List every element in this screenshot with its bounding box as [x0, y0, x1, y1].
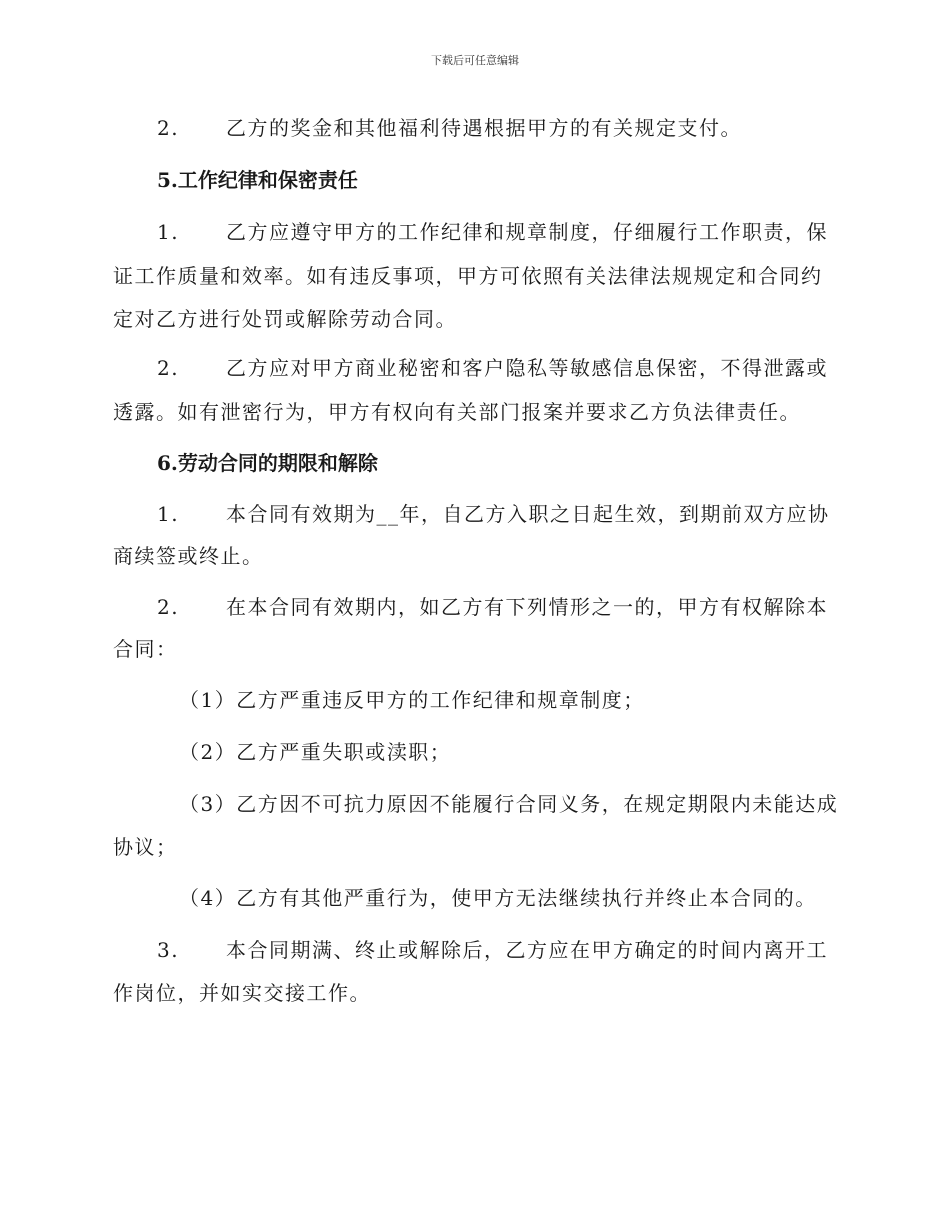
- paragraph-text: 证工作质量和效率。如有违反事项，甲方可依照有关法律法规规定和合同约: [113, 264, 823, 288]
- list-number: 2.: [157, 356, 180, 380]
- list-item: （1）乙方严重违反甲方的工作纪律和规章制度；: [179, 688, 645, 712]
- list-number: 3.: [157, 938, 180, 962]
- list-item-continuation: 协议；: [113, 835, 178, 859]
- list-number: 2.: [157, 116, 180, 140]
- list-item: （2）乙方严重失职或渎职；: [179, 740, 452, 764]
- paragraph-text: 乙方的奖金和其他福利待遇根据甲方的有关规定支付。: [226, 116, 742, 140]
- paragraph-text: 乙方应对甲方商业秘密和客户隐私等敏感信息保密，不得泄露或: [226, 356, 828, 380]
- paragraph-text: 本合同有效期为__年，自乙方入职之日起生效，到期前双方应协: [226, 502, 830, 526]
- page-header: 下载后可任意编辑: [431, 54, 519, 67]
- paragraph-text: 本合同期满、终止或解除后，乙方应在甲方确定的时间内离开工: [226, 938, 828, 962]
- paragraph-text: 商续签或终止。: [113, 544, 264, 568]
- paragraph-text: 定对乙方进行处罚或解除劳动合同。: [113, 307, 457, 331]
- section-heading: 5.工作纪律和保密责任: [157, 168, 358, 192]
- section-heading: 6.劳动合同的期限和解除: [157, 451, 378, 475]
- paragraph-text: 在本合同有效期内，如乙方有下列情形之一的，甲方有权解除本: [226, 595, 828, 619]
- list-item: （3）乙方因不可抗力原因不能履行合同义务，在规定期限内未能达成: [179, 792, 839, 816]
- paragraph-text: 合同：: [113, 637, 178, 661]
- paragraph-text: 乙方应遵守甲方的工作纪律和规章制度，仔细履行工作职责，保: [226, 220, 828, 244]
- list-item: （4）乙方有其他严重行为，使甲方无法继续执行并终止本合同的。: [179, 886, 817, 910]
- list-number: 1.: [157, 220, 180, 244]
- paragraph-text: 透露。如有泄密行为，甲方有权向有关部门报案并要求乙方负法律责任。: [113, 400, 801, 424]
- paragraph-text: 作岗位，并如实交接工作。: [113, 981, 371, 1005]
- list-number: 1.: [157, 502, 180, 526]
- list-number: 2.: [157, 595, 180, 619]
